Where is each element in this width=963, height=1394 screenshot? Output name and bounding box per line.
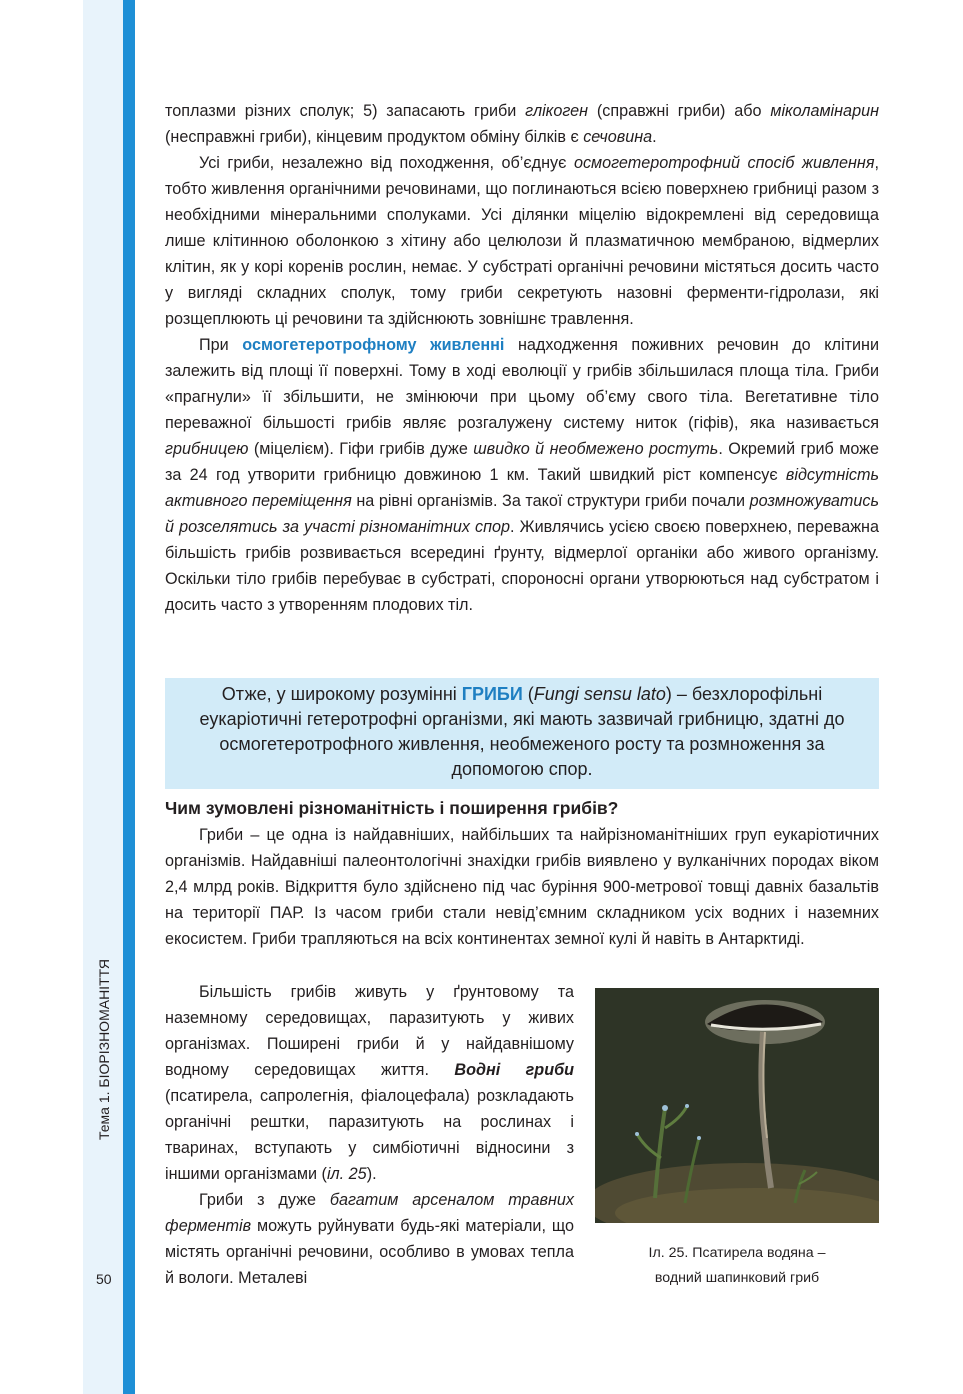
page-margin	[0, 0, 83, 1394]
mushroom-illustration	[595, 988, 879, 1223]
section-heading: Чим зумовлені різноманітність і поширення грибів?	[165, 798, 619, 818]
definition-term: ГРИБИ	[461, 684, 523, 704]
paragraph-1: топлазми різних сполук; 5) запасають гриби глікоген (справжні гриби) або міколамінарин (несправжні гриби), кінцевим продуктом обміну білків є сечовина.	[165, 102, 879, 146]
sidebar-band	[83, 0, 123, 1394]
page-number: 50	[96, 1271, 112, 1287]
text-lower	[165, 979, 574, 1291]
sidebar-accent-strip	[123, 0, 135, 1394]
paragraph-5: Більшість грибів живуть у ґрунтовому та наземному середовищах, паразитують у живих організмах. Поширені гриби й у найдавнішому водному середовищах життя. Водні гриби (псатирела, сапролегнія, фіалоцефала) розкладають органічні рештки, паразитують на рослинах і тваринах, вступають у симбіотичні відносини з іншими організмами (іл. 25).	[165, 983, 574, 1183]
definition-box: Отже, у широкому розумінні ГРИБИ (Fungi sensu lato) – безхлорофільні еукаріотичні гетеротрофні організми, які мають зазвичай грибницю, здатні до осмогетеротрофного живлення, необмеженого росту та розмноження за допомогою спор.	[165, 678, 879, 789]
highlight-term: осмогетеротрофному живленні	[242, 336, 505, 354]
paragraph-3: При осмогетеротрофному живленні надходження поживних речовин до клітини залежить від площі її поверхні. Тому в ході еволюції у грибів збільшилася площа тіла. Гриби «прагнули» її збільшити, не змінюючи при цьому об’єму свого тіла. Вегетативне тіло переважної більшості грибів являє розгалужену систему ниток (гіфів), яка називається грибницею (міцелієм). Гіфи грибів дуже швидко й необмежено ростуть. Окремий гриб може за 24 год утворити грибницю довжиною 1 км. Такий швидкий ріст компенсує відсутність активного переміщення на рівні організмів. За такої структури гриби почали розмножуватись й розселятись за участі різноманітних спор. Живлячись усією своєю поверхнею, переважна більшість грибів розвивається всередині ґрунту, відмерлої органіки або живого організму. Оскільки тіло грибів перебуває в субстраті, спороносні органи утворюються над субстратом і досить часто з утворенням плодових тіл.	[165, 336, 879, 614]
text-upper	[165, 98, 879, 618]
figure-caption: Іл. 25. Псатирела водяна – водний шапинковий гриб	[648, 1245, 826, 1286]
chapter-tag: Тема 1. БІОРІЗНОМАНІТТЯ	[96, 959, 112, 1140]
mushroom-photo	[595, 988, 879, 1223]
paragraph-6: Гриби з дуже багатим арсеналом травних ферментів можуть руйнувати будь-які матеріали, що містять органічні речовини, особливо в умовах тепла й вологи. Металеві	[165, 1191, 574, 1287]
text-middle	[165, 822, 879, 952]
paragraph-2: Усі гриби, незалежно від походження, об’єднує осмогетеротрофний спосіб живлення, тобто живлення органічними речовинами, що поглинаються всією поверхнею грибниці разом з необхідними мінеральними сполуками. Усі ділянки міцелію відокремлені від середовища лише клітинною оболонкою з хітину або целюлози й плазматичною мембраною, відмерлих клітин, як у корі коренів рослин, немає. У субстраті органічні речовини містяться досить часто у вигляді складних сполук, тому гриби секретують назовні ферменти-гідролази, які розщеплюють ці речовини та здійснюють зовнішнє травлення.	[165, 154, 879, 328]
paragraph-4: Гриби – це одна із найдавніших, найбільших та найрізноманітніших груп еукаріотичних організмів. Найдавніші палеонтологічні знахідки грибів виявлено у вулканічних породах віком 2,4 млрд років. Відкриття було здійснено під час буріння 900-метрової товщі давніх базальтів на території ПАР. Із часом гриби стали невід’ємним складником усіх водних і наземних екосистем. Гриби трапляються на всіх континентах земної кулі й навіть в Антарктиді.	[165, 826, 879, 948]
